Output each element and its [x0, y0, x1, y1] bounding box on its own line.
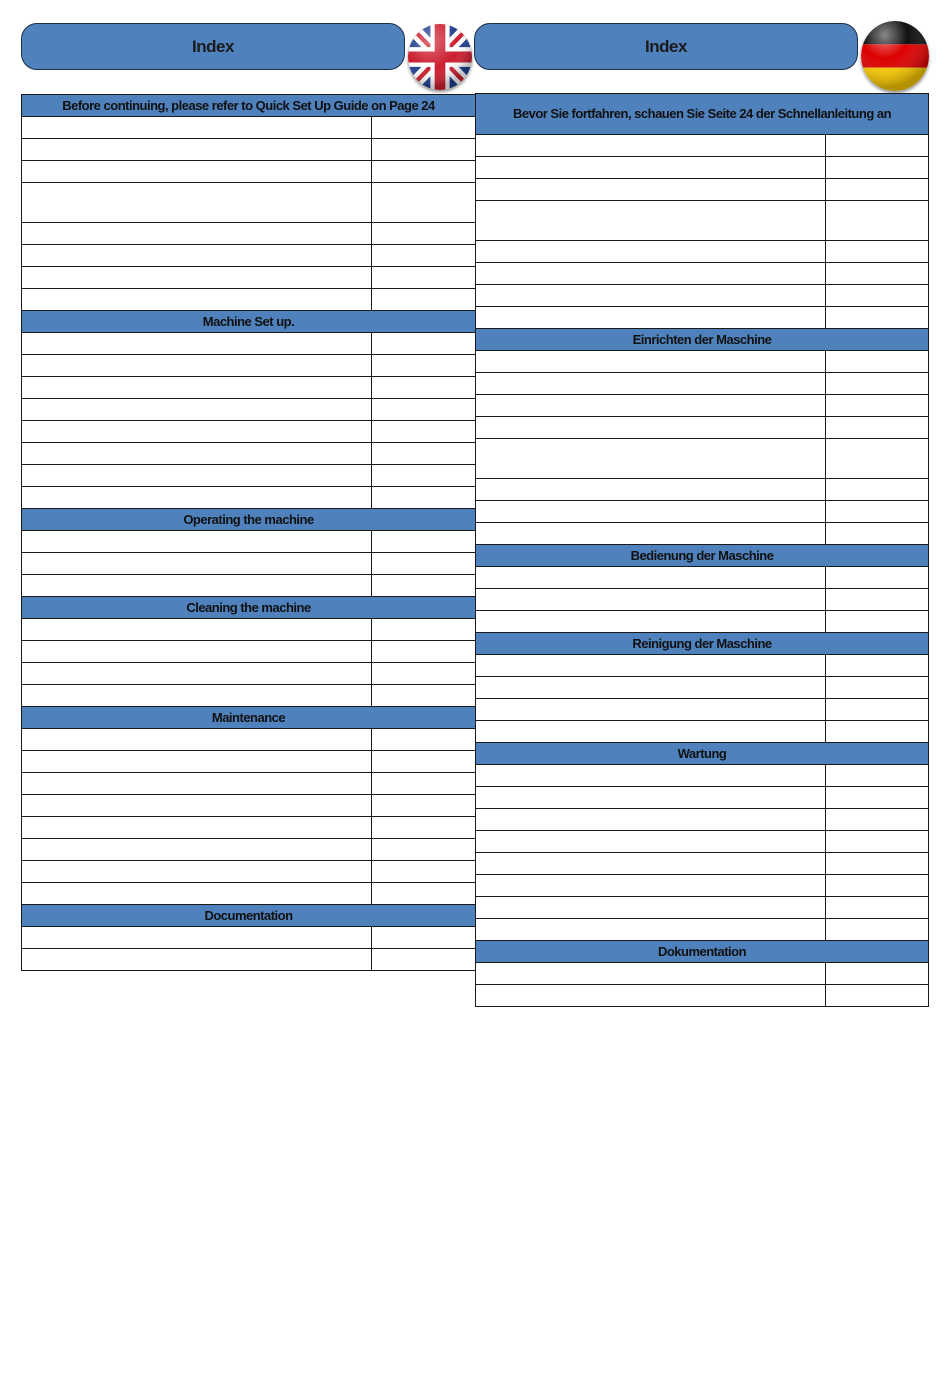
page-number-cell [826, 699, 929, 721]
page-number-cell [826, 501, 929, 523]
table-row [476, 985, 929, 1007]
table-row [476, 201, 929, 241]
entry-cell [476, 501, 826, 523]
entry-cell [22, 183, 372, 223]
entry-cell [22, 817, 372, 839]
table-row [476, 831, 929, 853]
entry-cell [476, 875, 826, 897]
page-number-cell [826, 721, 929, 743]
entry-cell [476, 285, 826, 307]
page-number-cell [826, 179, 929, 201]
index-title-en: Index [21, 23, 405, 70]
table-row [22, 751, 476, 773]
entry-cell [22, 421, 372, 443]
entry-cell [476, 677, 826, 699]
page-number-cell [372, 619, 476, 641]
table-row [476, 721, 929, 743]
table-row [476, 135, 929, 157]
section-header [476, 941, 929, 963]
page-number-cell [826, 765, 929, 787]
page-number-cell [826, 919, 929, 941]
table-row [476, 589, 929, 611]
page-number-cell [372, 443, 476, 465]
entry-cell [476, 373, 826, 395]
section-title: Operating the machine [22, 509, 476, 531]
entry-cell [22, 443, 372, 465]
entry-cell [22, 117, 372, 139]
page-number-cell [372, 223, 476, 245]
table-row [476, 897, 929, 919]
page-number-cell [826, 395, 929, 417]
table-row [476, 787, 929, 809]
entry-cell [22, 553, 372, 575]
table-row [22, 729, 476, 751]
index-table-en [21, 94, 476, 971]
table-row [476, 963, 929, 985]
page-number-cell [372, 421, 476, 443]
table-row [22, 421, 476, 443]
page-number-cell [372, 883, 476, 905]
index-table-de [475, 93, 929, 1007]
table-row [476, 567, 929, 589]
table-row [22, 575, 476, 597]
section-title: Maintenance [22, 707, 476, 729]
section-header [22, 509, 476, 531]
entry-cell [22, 487, 372, 509]
section-header [22, 905, 476, 927]
table-row [476, 479, 929, 501]
section-header [22, 597, 476, 619]
entry-cell [22, 641, 372, 663]
page-number-cell [372, 245, 476, 267]
entry-cell [476, 351, 826, 373]
page-number-cell [826, 307, 929, 329]
page-number-cell [826, 135, 929, 157]
page-number-cell [372, 355, 476, 377]
table-row [476, 241, 929, 263]
table-row [22, 183, 476, 223]
page-number-cell [372, 399, 476, 421]
page-number-cell [372, 487, 476, 509]
table-row [22, 795, 476, 817]
entry-cell [476, 241, 826, 263]
section-title: Reinigung der Maschine [476, 633, 929, 655]
entry-cell [22, 927, 372, 949]
entry-cell [476, 963, 826, 985]
page-number-cell [372, 729, 476, 751]
table-row [476, 919, 929, 941]
table-row [22, 817, 476, 839]
page-number-cell [372, 377, 476, 399]
page-number-cell [372, 663, 476, 685]
entry-cell [476, 479, 826, 501]
section-header [476, 743, 929, 765]
entry-cell [22, 355, 372, 377]
table-row [22, 883, 476, 905]
table-row [476, 373, 929, 395]
page-number-cell [372, 161, 476, 183]
page-number-cell [372, 949, 476, 971]
page-number-cell [826, 157, 929, 179]
entry-cell [22, 663, 372, 685]
entry-cell [476, 721, 826, 743]
entry-cell [476, 853, 826, 875]
table-row [22, 443, 476, 465]
page-number-cell [372, 183, 476, 223]
table-row [476, 699, 929, 721]
section-title: Bedienung der Maschine [476, 545, 929, 567]
entry-cell [22, 861, 372, 883]
table-row [476, 809, 929, 831]
page-number-cell [372, 795, 476, 817]
entry-cell [476, 201, 826, 241]
entry-cell [476, 523, 826, 545]
page-number-cell [372, 575, 476, 597]
table-row [476, 875, 929, 897]
table-row [476, 157, 929, 179]
entry-cell [476, 135, 826, 157]
page-number-cell [372, 289, 476, 311]
entry-cell [22, 575, 372, 597]
page-number-cell [826, 373, 929, 395]
page-number-cell [826, 677, 929, 699]
page-number-cell [372, 927, 476, 949]
entry-cell [476, 307, 826, 329]
page-number-cell [372, 333, 476, 355]
page-number-cell [826, 831, 929, 853]
page-number-cell [826, 611, 929, 633]
table-row [22, 531, 476, 553]
entry-cell [476, 765, 826, 787]
table-row [22, 117, 476, 139]
entry-cell [22, 773, 372, 795]
page-number-cell [826, 417, 929, 439]
entry-cell [22, 267, 372, 289]
page-number-cell [826, 439, 929, 479]
entry-cell [476, 589, 826, 611]
page-number-cell [372, 773, 476, 795]
section-header [476, 329, 929, 351]
page-number-cell [372, 817, 476, 839]
table-row [476, 439, 929, 479]
page-number-cell [826, 985, 929, 1007]
entry-cell [476, 439, 826, 479]
page-number-cell [826, 875, 929, 897]
table-row [22, 399, 476, 421]
page-number-cell [372, 267, 476, 289]
entry-cell [22, 333, 372, 355]
page-number-cell [372, 751, 476, 773]
table-row [22, 289, 476, 311]
page-number-cell [826, 263, 929, 285]
table-row [476, 263, 929, 285]
entry-cell [476, 809, 826, 831]
entry-cell [22, 223, 372, 245]
table-row [22, 465, 476, 487]
entry-cell [22, 949, 372, 971]
section-header [476, 94, 929, 135]
table-row [476, 765, 929, 787]
entry-cell [476, 179, 826, 201]
page-number-cell [372, 465, 476, 487]
table-row [476, 677, 929, 699]
page-number-cell [826, 787, 929, 809]
entry-cell [22, 619, 372, 641]
table-row [22, 355, 476, 377]
entry-cell [22, 685, 372, 707]
table-row [22, 685, 476, 707]
table-row [476, 501, 929, 523]
table-row [22, 949, 476, 971]
entry-cell [22, 839, 372, 861]
entry-cell [476, 417, 826, 439]
entry-cell [476, 831, 826, 853]
entry-cell [476, 263, 826, 285]
table-row [22, 927, 476, 949]
entry-cell [22, 751, 372, 773]
table-row [22, 839, 476, 861]
table-row [476, 395, 929, 417]
page-number-cell [372, 117, 476, 139]
page-number-cell [826, 853, 929, 875]
table-row [22, 619, 476, 641]
table-row [476, 285, 929, 307]
page-number-cell [372, 839, 476, 861]
section-title: Bevor Sie fortfahren, schauen Sie Seite 24 der Schnellanleitung an [476, 94, 929, 135]
entry-cell [22, 161, 372, 183]
page-number-cell [826, 523, 929, 545]
page-number-cell [372, 861, 476, 883]
page-number-cell [372, 531, 476, 553]
table-row [22, 487, 476, 509]
table-row [476, 351, 929, 373]
page-number-cell [826, 655, 929, 677]
page-number-cell [372, 641, 476, 663]
section-header [22, 95, 476, 117]
page-number-cell [826, 479, 929, 501]
index-title-de: Index [474, 23, 858, 70]
section-header [22, 707, 476, 729]
uk-flag-icon [408, 24, 472, 90]
page-number-cell [826, 589, 929, 611]
table-row [476, 853, 929, 875]
page-number-cell [372, 685, 476, 707]
entry-cell [22, 139, 372, 161]
section-header [476, 545, 929, 567]
entry-cell [476, 787, 826, 809]
table-row [22, 773, 476, 795]
table-row [476, 523, 929, 545]
table-row [22, 553, 476, 575]
entry-cell [22, 377, 372, 399]
page-number-cell [826, 351, 929, 373]
entry-cell [476, 157, 826, 179]
table-row [476, 655, 929, 677]
page-number-cell [372, 139, 476, 161]
table-row [22, 245, 476, 267]
entry-cell [476, 897, 826, 919]
page-number-cell [826, 809, 929, 831]
page-number-cell [826, 201, 929, 241]
section-title: Documentation [22, 905, 476, 927]
section-title: Before continuing, please refer to Quick Set Up Guide on Page 24 [22, 95, 476, 117]
page-number-cell [826, 567, 929, 589]
entry-cell [22, 399, 372, 421]
page-number-cell [826, 963, 929, 985]
entry-cell [476, 611, 826, 633]
table-row [22, 139, 476, 161]
page-number-cell [826, 285, 929, 307]
section-header [22, 311, 476, 333]
entry-cell [22, 289, 372, 311]
section-header [476, 633, 929, 655]
entry-cell [476, 699, 826, 721]
entry-cell [22, 729, 372, 751]
table-row [476, 417, 929, 439]
table-row [22, 267, 476, 289]
entry-cell [476, 567, 826, 589]
section-title: Cleaning the machine [22, 597, 476, 619]
entry-cell [476, 985, 826, 1007]
table-row [22, 641, 476, 663]
table-row [22, 861, 476, 883]
entry-cell [476, 655, 826, 677]
table-row [476, 611, 929, 633]
entry-cell [22, 795, 372, 817]
table-row [476, 307, 929, 329]
table-row [22, 377, 476, 399]
section-title: Wartung [476, 743, 929, 765]
entry-cell [22, 245, 372, 267]
table-row [22, 161, 476, 183]
page-number-cell [826, 241, 929, 263]
entry-cell [22, 465, 372, 487]
page-number-cell [372, 553, 476, 575]
table-row [22, 223, 476, 245]
page-number-cell [826, 897, 929, 919]
entry-cell [22, 531, 372, 553]
section-title: Machine Set up. [22, 311, 476, 333]
entry-cell [22, 883, 372, 905]
table-row [476, 179, 929, 201]
section-title: Dokumentation [476, 941, 929, 963]
table-row [22, 333, 476, 355]
entry-cell [476, 919, 826, 941]
germany-flag-icon [861, 21, 929, 91]
section-title: Einrichten der Maschine [476, 329, 929, 351]
table-row [22, 663, 476, 685]
entry-cell [476, 395, 826, 417]
